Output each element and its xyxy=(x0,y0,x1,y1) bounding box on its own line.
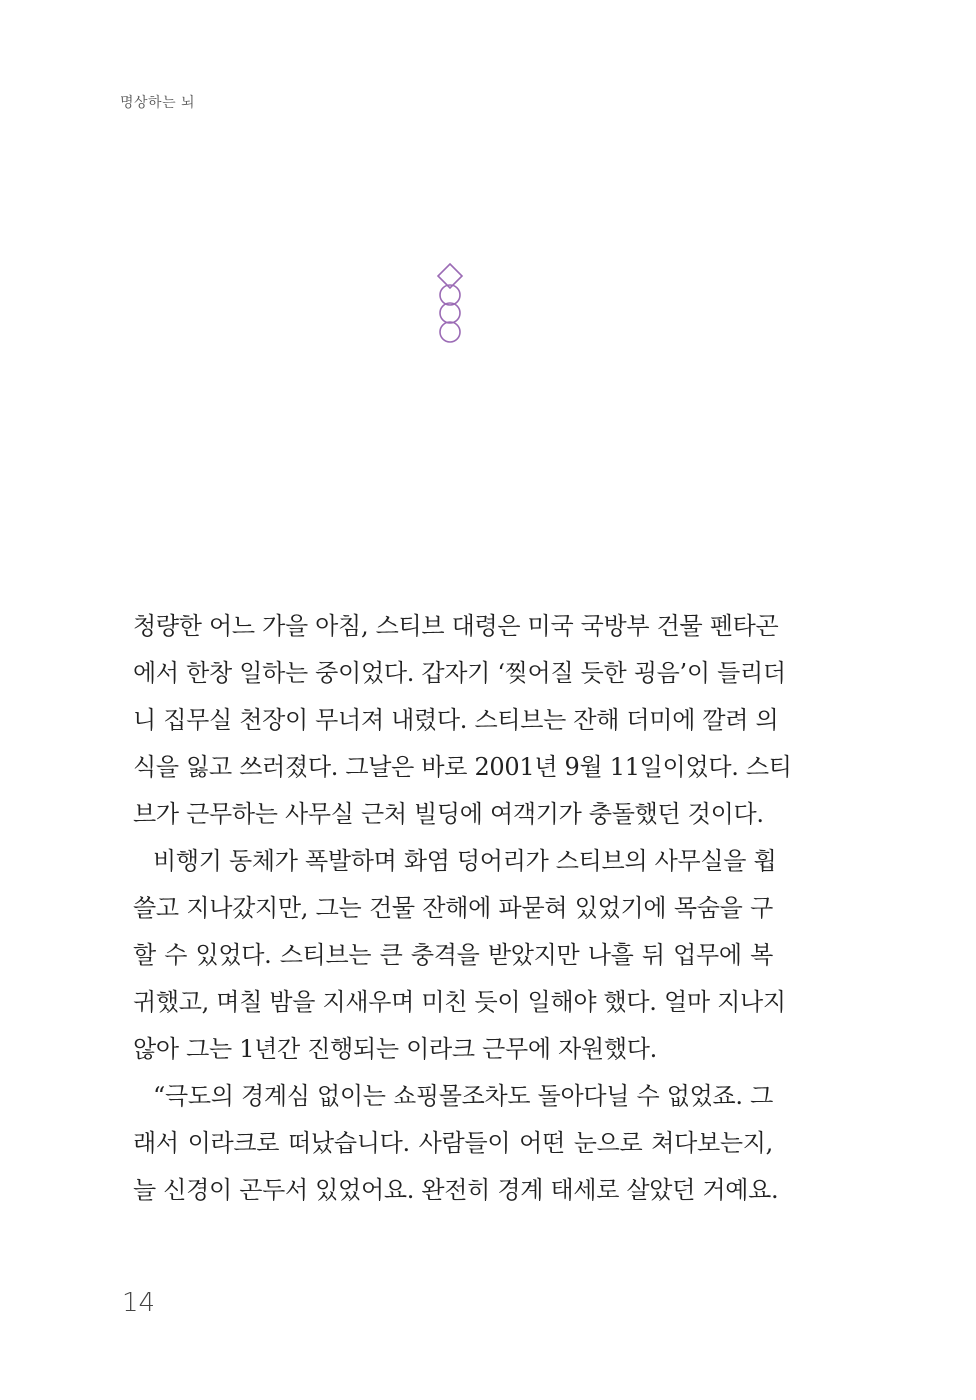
text-line: 늘 신경이 곤두서 있었어요. 완전히 경계 태세로 살았던 거예요. xyxy=(133,1176,779,1204)
paragraph-1 xyxy=(133,603,792,838)
running-header: 명상하는 뇌 xyxy=(120,95,196,111)
text-line: 식을 잃고 쓰러졌다. 그날은 바로 2001년 9월 11일이었다. 스티 xyxy=(133,753,792,781)
body-text xyxy=(133,603,792,1214)
text-line: 귀했고, 며칠 밤을 지새우며 미친 듯이 일해야 했다. 얼마 지나지 xyxy=(133,988,786,1016)
text-line: 브가 근무하는 사무실 근처 빌딩에 여객기가 충돌했던 것이다. xyxy=(133,800,764,828)
text-line: 에서 한창 일하는 중이었다. 갑자기 ‘찢어질 듯한 굉음’이 들리더 xyxy=(133,659,786,687)
text-line: “극도의 경계심 없이는 쇼핑몰조차도 돌아다닐 수 없었죠. 그 xyxy=(153,1082,773,1110)
paragraph-2 xyxy=(133,838,786,1073)
page-number: 14 xyxy=(122,1288,156,1318)
text-line: 래서 이라크로 떠났습니다. 사람들이 어떤 눈으로 쳐다보는지, xyxy=(133,1129,773,1157)
text-line: 쓸고 지나갔지만, 그는 건물 잔해에 파묻혀 있었기에 목숨을 구 xyxy=(133,894,773,922)
text-line: 비행기 동체가 폭발하며 화염 덩어리가 스티브의 사무실을 휩 xyxy=(153,847,777,875)
text-line: 않아 그는 1년간 진행되는 이라크 근무에 자원했다. xyxy=(133,1035,657,1063)
text-line: 니 집무실 천장이 무너져 내렸다. 스티브는 잔해 더미에 깔려 의 xyxy=(133,706,779,734)
paragraph-3 xyxy=(133,1073,779,1214)
diamond-circles-ornament-icon xyxy=(432,262,468,346)
text-line: 할 수 있었다. 스티브는 큰 충격을 받았지만 나흘 뒤 업무에 복 xyxy=(133,941,773,969)
text-line: 청량한 어느 가을 아침, 스티브 대령은 미국 국방부 건물 펜타곤 xyxy=(133,612,779,640)
